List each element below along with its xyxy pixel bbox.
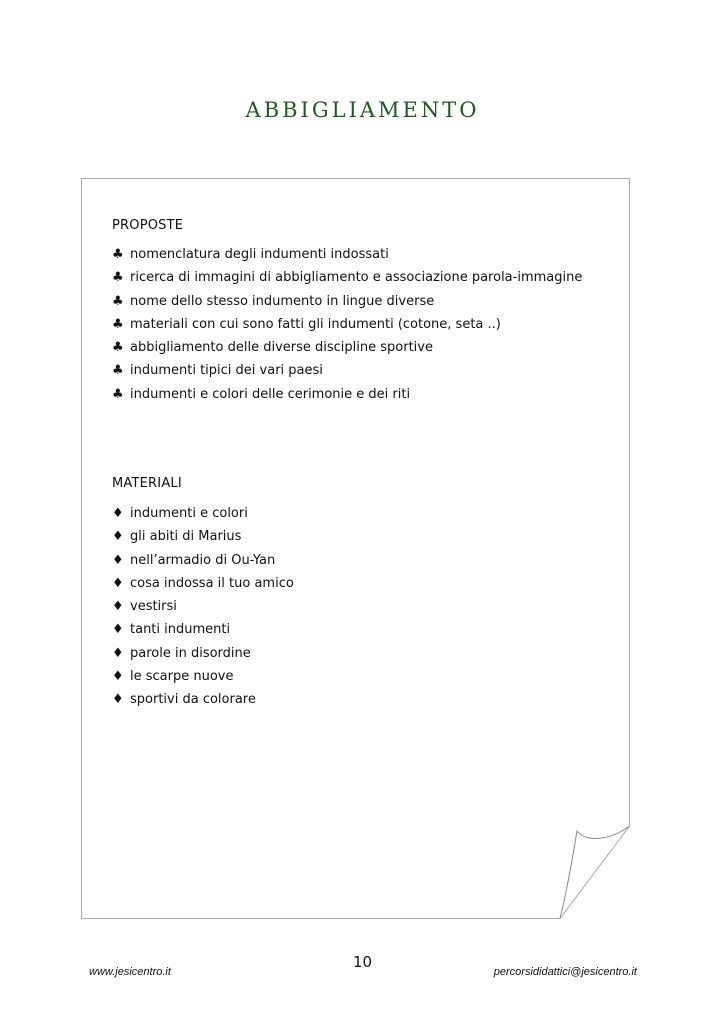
diamond-bullet-icon: ♦: [112, 529, 124, 545]
list-item: [112, 293, 582, 316]
list-item-text: indumenti e colori: [130, 506, 248, 521]
club-bullet-icon: ♣: [112, 386, 124, 402]
list-item-text: materiali con cui sono fatti gli indumenti (cotone, seta ..): [130, 316, 501, 332]
club-bullet-icon: ♣: [112, 340, 124, 356]
list-item: [112, 362, 582, 385]
list-item: [112, 575, 294, 598]
list-item-text: gli abiti di Marius: [130, 529, 242, 545]
club-bullet-icon: ♣: [112, 247, 124, 262]
list-item-text: nell’armadio di Ou-Yan: [130, 552, 276, 568]
list-item-text: indumenti tipici dei vari paesi: [130, 363, 323, 379]
list-item: [112, 269, 582, 292]
diamond-bullet-icon: ♦: [112, 622, 124, 638]
list-item: [112, 528, 294, 551]
list-item: [112, 598, 294, 621]
list-item: [112, 246, 582, 269]
diamond-bullet-icon: ♦: [112, 645, 124, 661]
list-item-text: parole in disordine: [130, 645, 251, 661]
list-item-text: sportivi da colorare: [130, 692, 256, 708]
club-bullet-icon: ♣: [112, 316, 124, 332]
page-title: ABBIGLIAMENTO: [245, 98, 480, 122]
list-item: [112, 691, 294, 714]
list-item: [112, 505, 294, 528]
list-item-text: nomenclatura degli indumenti indossati: [130, 247, 389, 262]
list-item: [112, 552, 294, 575]
list-item-text: indumenti e colori delle cerimonie e dei riti: [130, 386, 411, 402]
list-item-text: cosa indossa il tuo amico: [130, 575, 294, 591]
club-bullet-icon: ♣: [112, 363, 124, 379]
proposte-heading: PROPOSTE: [112, 218, 184, 233]
diamond-bullet-icon: ♦: [112, 692, 124, 708]
list-item-text: vestirsi: [130, 599, 177, 615]
list-item: [112, 316, 582, 339]
page-number: 10: [352, 953, 373, 971]
diamond-bullet-icon: ♦: [112, 669, 124, 685]
list-item-text: nome dello stesso indumento in lingue diverse: [130, 293, 435, 309]
list-item-text: tanti indumenti: [130, 622, 231, 638]
diamond-bullet-icon: ♦: [112, 599, 124, 615]
list-item: [112, 621, 294, 644]
list-item: [112, 645, 294, 668]
list-item: [112, 668, 294, 691]
club-bullet-icon: ♣: [112, 270, 124, 286]
materiali-heading: MATERIALI: [112, 476, 182, 491]
diamond-bullet-icon: ♦: [112, 552, 124, 568]
footer-email: percorsididattici@jesicentro.it: [493, 966, 637, 978]
club-bullet-icon: ♣: [112, 293, 124, 309]
diamond-bullet-icon: ♦: [112, 575, 124, 591]
proposte-list: [112, 246, 582, 409]
list-item-text: le scarpe nuove: [130, 669, 234, 685]
diamond-bullet-icon: ♦: [112, 506, 124, 521]
list-item: [112, 339, 582, 362]
list-item: [112, 386, 582, 409]
list-item-text: abbigliamento delle diverse discipline sportive: [130, 340, 433, 356]
list-item-text: ricerca di immagini di abbigliamento e associazione parola-immagine: [130, 270, 583, 286]
footer-website: www.jesicentro.it: [89, 966, 171, 978]
materiali-list: [112, 505, 294, 715]
